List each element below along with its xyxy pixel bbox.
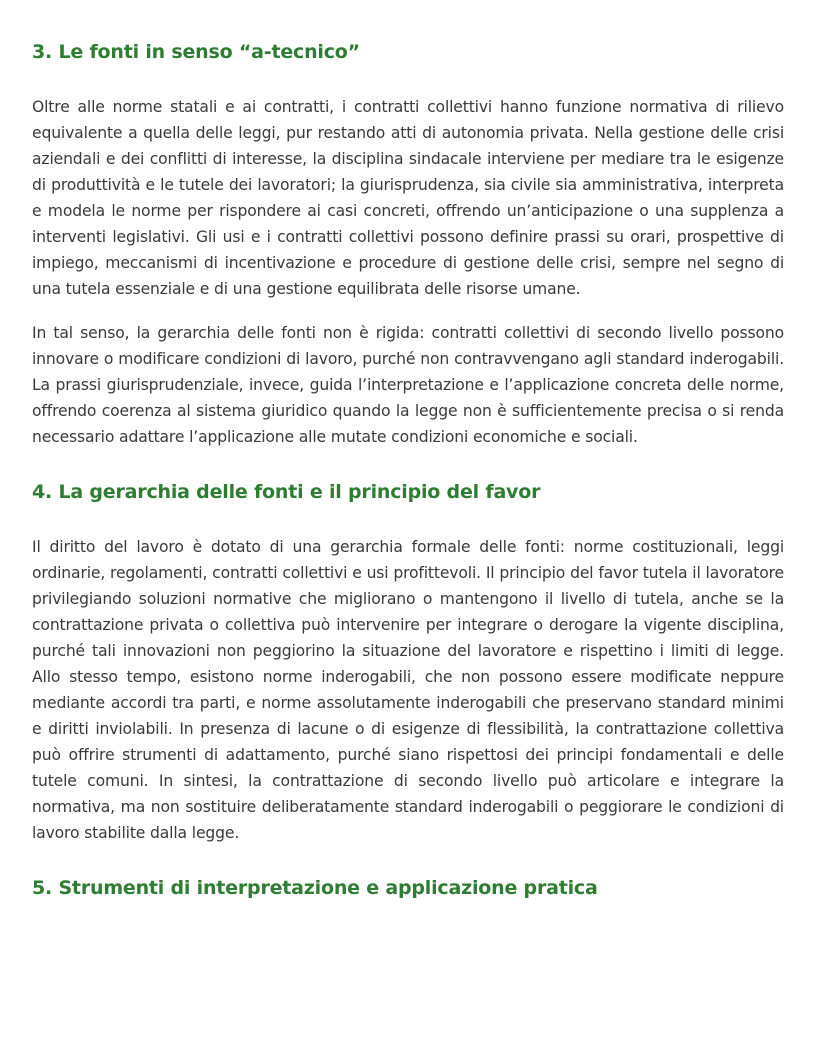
section-5-heading: 5. Strumenti di interpretazione e applicazione pratica — [32, 877, 598, 899]
section-3-paragraph-2: In tal senso, la gerarchia delle fonti non è rigida: contratti collettivi di secondo livello possono innovare o modificare condizioni di lavoro, purché non contravvengano agli standard inderogabili. La prassi giurisprudenziale, invece, guida l’interpretazione e l’applicazione concreta delle norme, offrendo coerenza al sistema giuridico quando la legge non è sufficientemente precisa o si renda necessario adattare l’applicazione alle mutate condizioni economiche e sociali. — [32, 324, 784, 446]
section-4-paragraph-1: Il diritto del lavoro è dotato di una gerarchia formale delle fonti: norme costituzionali, leggi ordinarie, regolamenti, contratti collettivi e usi profittevoli. Il principio del favor tutela il lavoratore privilegiando soluzioni normative che migliorano o mantengono il livello di tutela, anche se la contrattazione privata o collettiva può intervenire per integrare o derogare la vigente disciplina, purché tali innovazioni non peggiorino la situazione del lavoratore e rispettino i limiti di legge. Allo stesso tempo, esistono norme inderogabili, che non possono essere modificate neppure mediante accordi tra parti, e norme assolutamente inderogabili che preservano standard minimi e diritti inviolabili. In presenza di lacune o di esigenze di flessibilità, la contrattazione collettiva può offrire strumenti di adattamento, purché siano rispettosi dei principi fondamentali e delle tutele comuni. In sintesi, la contrattazione di secondo livello può articolare e integrare la normativa, ma non sostituire deliberatamente standard inderogabili o peggiorare le condizioni di lavoro stabilite dalla legge. — [32, 538, 784, 842]
section-4-heading: 4. La gerarchia delle fonti e il principio del favor — [32, 481, 541, 503]
section-3-paragraph-1: Oltre alle norme statali e ai contratti, i contratti collettivi hanno funzione normativa di rilievo equivalente a quella delle leggi, pur restando atti di autonomia privata. Nella gestione delle crisi aziendali e dei conflitti di interesse, la disciplina sindacale interviene per mediare tra le esigenze di produttività e le tutele dei lavoratori; la giurisprudenza, sia civile sia amministrativa, interpreta e modela le norme per rispondere ai casi concreti, offrendo un’anticipazione o una supplenza a interventi legislativi. Gli usi e i contratti collettivi possono definire prassi su orari, prospettive di impiego, meccanismi di incentivazione e procedure di gestione delle crisi, sempre nel segno di una tutela essenziale e di una gestione equilibrata delle risorse umane. — [32, 98, 784, 298]
section-3-heading: 3. Le fonti in senso “a-tecnico” — [32, 41, 360, 63]
document-page — [32, 38, 784, 902]
